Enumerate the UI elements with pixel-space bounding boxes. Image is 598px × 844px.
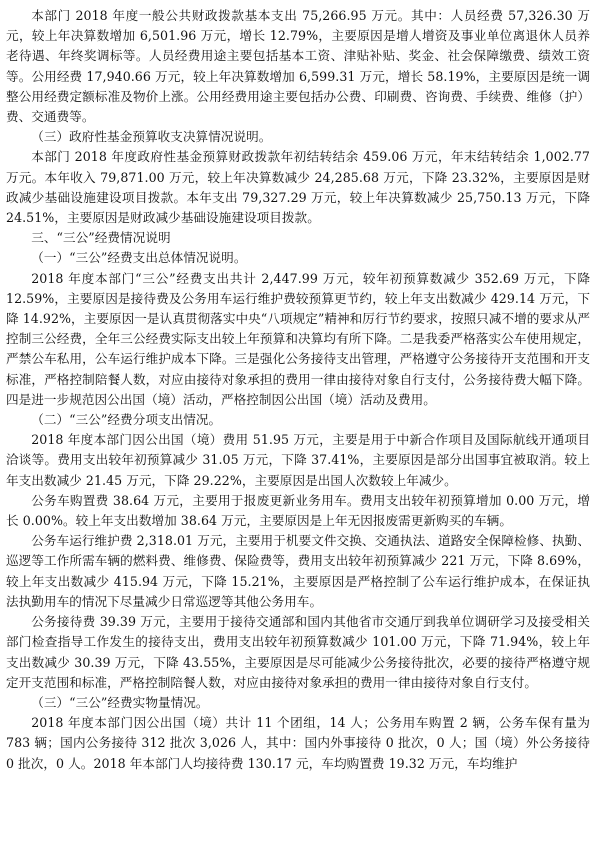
paragraph-physical-quantity: 2018 年度本部门因公出国（境）共计 11 个团组，14 人；公务用车购置 2 辆，公务车保有量为 783 辆；国内公务接待 312 批次 3,026 人，其中：国内外事接待 0 批次，0 人；国（境）外公务接待 0 批次，0 人。2018 年本部门人均接待费 130.17 元，车均购置费 19.32 万元，车均维护 — [6, 715, 590, 771]
paragraph-overseas-travel: 2018 年度本部门因公出国（境）费用 51.95 万元，主要是用于中新合作项目及国际航线开通项目洽谈等。费用支出较年初预算减少 31.05 万元，下降 37.41%，主要原因是部分出国事宜被取消。较上年支出数减少 21.45 万元，下降 29.22%，主要原因是出国人次数较上年减少。 — [6, 432, 590, 488]
paragraph-basic-expenditure: 本部门 2018 年度一般公共财政拨款基本支出 75,266.95 万元。其中：人员经费 57,326.30 万元，较上年决算数增加 6,501.96 万元，增长 12.79%，主要原因是增人增资及事业单位离退休人员养老待遇、年终奖调标等。人员经费用途主要包括基本工资、津贴补贴、奖金、社会保障缴费、绩效工资等。公用经费 17,940.66 万元，较上年决算数增加 6,599.31 万元，增长 58.19%，主要原因是统一调整公用经费定额标准及物价上涨。公用经费用途主要包括办公费、印刷费、咨询费、手续费、维修（护）费、交通费等。 — [6, 8, 590, 125]
paragraph-three-public-overall: 2018 年度本部门“三公”经费支出共计 2,447.99 万元，较年初预算数减少 352.69 万元，下降 12.59%，主要原因是接待费及公务用车运行维护费较预算更节约，较上年支出数减少 429.14 万元，下降 14.92%，主要原因一是认真贯彻落实中央“八项规定”精神和厉行节约要求，按照只减不增的要求从严控制三公经费，全年三公经费实际支出较上年预算和决算均有所下降。二是我委严格落实公车使用规定，严禁公车私用，公车运行维护成本下降。三是强化公务接待支出管理，严格遵守公务接待开支范围和开支标准，严格控制陪餐人数，对应由接待对象承担的费用一律由接待对象自行支付，公务接待费大幅下降。四是进一步规范因公出国（境）活动，严格控制因公出国（境）活动及费用。 — [6, 270, 590, 407]
paragraph-reception: 公务接待费 39.39 万元，主要用于接待交通部和国内其他省市交通厅到我单位调研学习及接受相关部门检查指导工作发生的接待支出，费用支出较年初预算数减少 101.00 万元，下降 71.94%，较上年支出数减少 30.39 万元，下降 43.55%，主要原因是尽可能减少公务接待批次，必要的接待严格遵守规定开支范围和标准，严格控制陪餐人数，对应由接待对象承担的费用一律由接待对象自行支付。 — [6, 614, 590, 690]
paragraph-government-fund: 本部门 2018 年度政府性基金预算财政拨款年初结转结余 459.06 万元，年末结转结余 1,002.77 万元。本年收入 79,871.00 万元，较上年决算数减少 24,285.68 万元，下降 23.32%，主要原因是财政减少基础设施建设项目拨款。本年支出 79,327.29 万元，较上年决算数减少 25,750.13 万元，下降 24.51%，主要原因是财政减少基础设施建设项目拨款。 — [6, 149, 590, 226]
heading-government-fund: （三）政府性基金预算收支决算情况说明。 — [31, 129, 272, 145]
heading-three-public-items: （二）“三公”经费分项支出情况。 — [31, 412, 222, 428]
paragraph-vehicle-purchase: 公务车购置费 38.64 万元，主要用于报废更新业务用车。费用支出较年初预算增加 0.00 万元，增长 0.00%。较上年支出数增加 38.64 万元，主要原因是上年无因报废需更新购买的车辆。 — [6, 492, 590, 529]
paragraph-vehicle-maintenance: 公务车运行维护费 2,318.01 万元，主要用于机要文件交换、交通执法、道路安全保障检修、执勤、巡逻等工作所需车辆的燃料费、维修费、保险费等，费用支出较年初预算减少 221 万元，下降 8.69%，较上年支出数减少 415.94 万元，下降 15.21%，主要原因是严格控制了公车运行维护成本，在保证执法执勤用车的情况下尽量减少日常巡逻等其他公务用车。 — [6, 533, 590, 609]
heading-three-public-overall: （一）“三公”经费支出总体情况说明。 — [31, 250, 247, 266]
heading-three-public: 三、“三公”经费情况说明 — [31, 230, 171, 246]
heading-physical-quantity: （三）“三公”经费实物量情况。 — [31, 694, 209, 710]
